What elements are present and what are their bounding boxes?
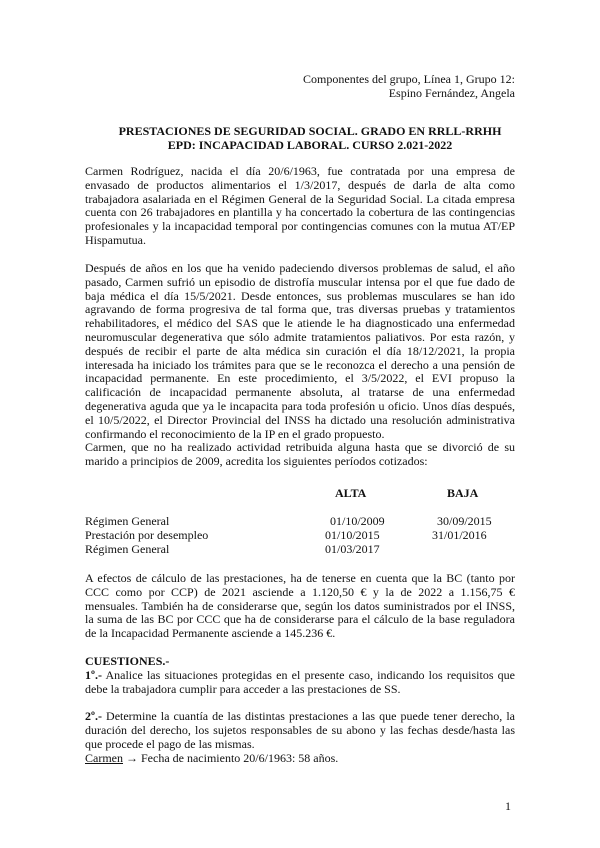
question-2-text: Determine la cuantía de las distintas prestaciones a las que puede tener derecho, la [101,710,515,724]
paragraph-contributions [85,441,515,469]
author-line: Espino Fernández, Angela [388,85,515,100]
question-2-number: 2º.- [85,710,102,724]
row-baja: 30/09/2015 [437,514,492,528]
row-label: Régimen General [85,542,170,556]
paragraph-line: neuromuscular degenerativa que sólo admite tratamientos paliativos. Por esta razón, y [85,330,515,344]
paragraph-line: marido a principios de 2009, acredita los siguientes períodos cotizados: [85,454,428,468]
paragraph-line: la suma de las BC por CCC que ha de considerarse para el cálculo de la base reguladora [85,613,515,627]
paragraph-line: envasado de productos alimentarios el 1/3/2017, después de darla de alta como [85,178,515,192]
paragraph-line: incapacidad permanente. En este procedimiento, el 3/5/2022, el EVI propuso la [85,372,515,386]
paragraph-line: el 10/5/2022, el Director Provincial del INSS ha dictado una resolución administrativa [85,413,515,427]
questions-section [85,655,515,765]
page-title [85,125,535,153]
paragraph-line: Carmen Rodríguez, nacida el día 20/6/1963, fue contratada por una empresa de [85,165,515,178]
paragraph-line: de la Incapacidad Permanente asciende a 145.236 €. [85,627,336,641]
title-line-2: EPD: INCAPACIDAD LABORAL. CURSO 2.021-2022 [167,137,453,152]
question-2-text: que procede el pago de las mismas. [85,737,255,751]
questions-heading: CUESTIONES.- [85,654,170,668]
paragraph-line: mensuales. También ha de considerarse que, según los datos suministrados por el INSS, [85,599,515,613]
row-label: Prestación por desempleo [85,528,209,542]
note-name: Carmen [85,750,123,765]
question-2-text: duración del derecho, los sujetos responsables de su abono y las fechas desde/hasta las [85,723,515,737]
group-line: Componentes del grupo, Línea 1, Grupo 12: [303,72,515,86]
row-alta: 01/10/2009 [330,514,385,528]
paragraph-line: trabajadora asalariada en el Régimen General de la Seguridad Social. La citada empresa [85,192,515,206]
row-label: Régimen General [85,514,170,528]
page-number: 1 [505,799,511,813]
paragraph-line: calificación de incapacidad permanente absoluta, al tratarse de una enfermedad [85,386,515,400]
paragraph-line: confirmando el reconocimiento de la IP en el grado propuesto. [85,427,385,441]
header-alta: ALTA [335,486,367,500]
header-baja: BAJA [447,486,479,500]
paragraph-line: degenerativa aguda que ya le incapacita para toda profesión u oficio. Unos días después, [85,399,515,413]
row-alta: 01/10/2015 [325,528,380,542]
paragraph-line: Carmen, que no ha realizado actividad retribuida alguna hasta que se divorció de su [85,441,515,454]
paragraph-line: A efectos de cálculo de las prestaciones, ha de tenerse en cuenta que la BC (tanto por [85,572,515,585]
paragraph-line: baja médica el día 15/5/2021. Desde entonces, sus problemas musculares se han ido [85,289,515,303]
row-alta: 01/03/2017 [325,542,380,556]
paragraph-line: rehabilitadores, el médico del SAS que le atiende le ha diagnosticado una enfermedad [85,317,515,331]
paragraph-medical-history [85,262,515,441]
paragraph-line: profesionales y la incapacidad temporal por contingencias comunes con la mutua AT/EP [85,220,515,234]
question-1-number: 1º.- [85,668,102,682]
paragraph-line: interesada ha iniciado los trámites para que se le reconozca el derecho a una pensión de [85,358,515,372]
paragraph-line: pasado, Carmen sufrió un episodio de distrofía muscular intensa por el que fue dado de [85,275,515,289]
question-1-text: Analice las situaciones protegidas en el presente caso, indicando los requisitos que [101,668,515,682]
paragraph-line: cuenta con 26 trabajadores en plantilla y ha concertado la cobertura de las contingencias [85,206,515,220]
question-1-text: debe la trabajadora cumplir para acceder a las prestaciones de SS. [85,682,401,696]
row-baja: 31/01/2016 [432,528,487,542]
paragraph-intro [85,165,515,248]
paragraph-calculation [85,572,515,641]
paragraph-line: después de recibir el parte de alta médica sin curación el día 18/12/2021, la propia [85,344,515,358]
paragraph-line: Después de años en los que ha venido padeciendo diversos problemas de salud, el año [85,262,515,275]
paragraph-line: Hispamutua. [85,233,146,247]
group-header [200,73,515,101]
paragraph-line: CCC como por CCP) de 2021 asciende a 1.120,50 € y la de 2022 a 1.156,75 € [85,585,515,599]
paragraph-line: agravando de forma progresiva de tal forma que, tras diversas pruebas y tratamientos [85,303,515,317]
title-line-1: PRESTACIONES DE SEGURIDAD SOCIAL. GRADO EN RRLL-RRHH [118,124,502,138]
note-text: → Fecha de nacimiento 20/6/1963: 58 años. [123,750,339,765]
